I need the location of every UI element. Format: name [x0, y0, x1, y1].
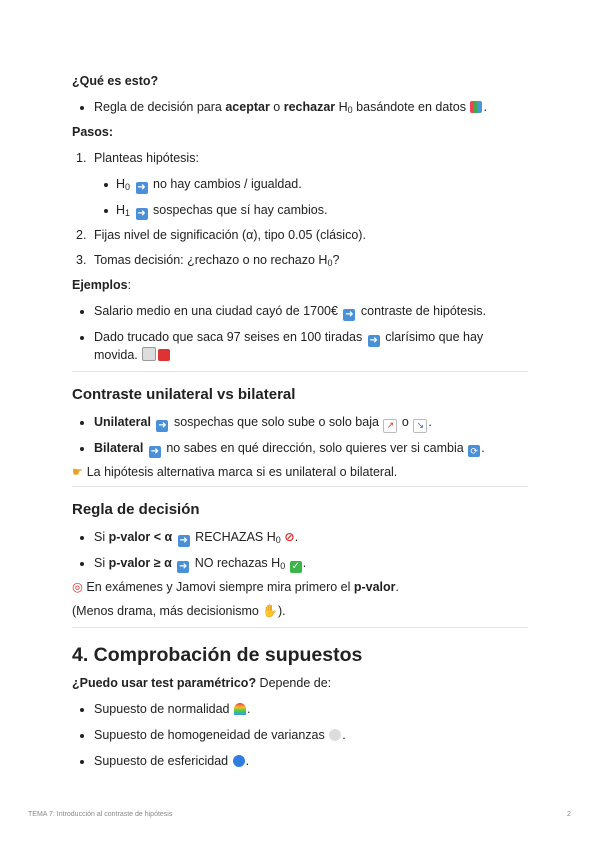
arrow-right-icon: ➜: [150, 446, 160, 457]
divider: [72, 486, 528, 487]
bullet: [80, 536, 84, 540]
step-text: Planteas hipótesis:: [94, 151, 199, 165]
arrow-right-icon: ➜: [345, 309, 354, 320]
ejemplo-item: Dado trucado que saca 97 seises en 100 tiradas ➜ clarísimo que hay: [94, 330, 484, 346]
que-es-item: Regla de decisión para aceptar o rechazar $H_0$ basándote en datos .: [94, 100, 487, 115]
bullet: [104, 183, 108, 187]
bullet: [80, 106, 84, 110]
step-number: 1.: [76, 151, 87, 165]
step-number: 2.: [76, 228, 87, 242]
arrow-right-icon: ➜: [179, 561, 188, 572]
sub-item: $H_1$ ➜ sospechas que sí hay cambios.: [116, 203, 328, 219]
supuesto-item: Supuesto de normalidad .: [94, 702, 251, 716]
divider: [72, 627, 528, 628]
pasos-heading: Pasos:: [72, 125, 113, 139]
rainbow-icon: [234, 703, 246, 715]
supuesto-item: Supuesto de homogeneidad de varianzas .: [94, 728, 346, 742]
sub-item: $H_0$ ➜ no hay cambios / igualdad.: [116, 177, 302, 193]
supuestos-title: 4. Comprobación de supuestos: [72, 644, 363, 666]
dice-red-icon: [158, 349, 170, 361]
bullet: [80, 562, 84, 566]
chart-increasing-icon: ↗: [383, 419, 397, 433]
supuestos-question: ¿Puedo usar test paramétrico? Depende de:: [72, 676, 332, 690]
chart-decreasing-icon: ↘: [413, 419, 427, 433]
repeat-icon: ⟳: [468, 445, 480, 457]
balance-scale-icon: [329, 729, 341, 741]
ejemplos-heading: Ejemplos:: [72, 278, 132, 292]
handshake-icon: ✋: [262, 604, 278, 618]
bullet: [80, 447, 84, 451]
footer-title: TEMA 7: Introducción al contraste de hipótesis: [28, 811, 173, 818]
check-mark-icon: ✓: [291, 561, 300, 572]
bullet: [104, 209, 108, 213]
step-number: 3.: [76, 253, 87, 267]
arrow-right-icon: ➜: [369, 335, 378, 346]
regla-item: Si p-valor ≥ α ➜ NO rechazas $H_0$ ✓ .: [94, 556, 307, 572]
regla-tip: ◎ En exámenes y Jamovi siempre mira primero el p-valor.: [72, 580, 400, 594]
bilateral-item: Bilateral ➜ no sabes en qué dirección, solo quieres ver si cambia ⟳ .: [94, 441, 485, 457]
prohibited-icon: ⊘: [284, 530, 295, 544]
ejemplo-item: Salario medio en una ciudad cayó de 1700€ ➜ contraste de hipótesis.: [94, 304, 486, 320]
step-text: Fijas nivel de significación (α), tipo 0.05 (clásico).: [94, 228, 366, 242]
arrow-right-icon: ➜: [137, 208, 146, 219]
blue-circle-icon: [233, 755, 245, 767]
regla-title: Regla de decisión: [72, 501, 200, 518]
bullet: [80, 760, 84, 764]
bar-chart-icon: [470, 101, 482, 113]
dice-icon: [142, 347, 156, 361]
ejemplo-item-cont: movida.: [94, 346, 171, 364]
target-icon: ◎: [72, 580, 83, 594]
arrow-right-icon: ➜: [158, 420, 167, 431]
footer-page-number: 2: [567, 811, 571, 818]
regla-item: Si p-valor < α ➜ RECHAZAS $H_0$ ⊘.: [94, 530, 299, 546]
bullet: [80, 734, 84, 738]
contraste-title: Contraste unilateral vs bilateral: [72, 386, 296, 403]
step-text: Tomas decisión: ¿rechazo o no rechazo $H_0$?: [94, 253, 340, 268]
regla-aside: (Menos drama, más decisionismo ✋).: [72, 604, 286, 618]
supuesto-item: Supuesto de esfericidad .: [94, 754, 250, 768]
bullet: [80, 336, 84, 340]
pointing-hand-icon: ☛: [72, 465, 84, 479]
divider: [72, 371, 528, 372]
que-es-heading: ¿Qué es esto?: [72, 74, 159, 88]
contraste-note: ☛ La hipótesis alternativa marca si es unilateral o bilateral.: [72, 465, 398, 479]
bullet: [80, 310, 84, 314]
bullet: [80, 708, 84, 712]
arrow-right-icon: ➜: [179, 535, 188, 546]
bullet: [80, 421, 84, 425]
arrow-right-icon: ➜: [137, 182, 146, 193]
unilateral-item: Unilateral ➜ sospechas que solo sube o solo baja ↗ o ↘ .: [94, 415, 432, 431]
